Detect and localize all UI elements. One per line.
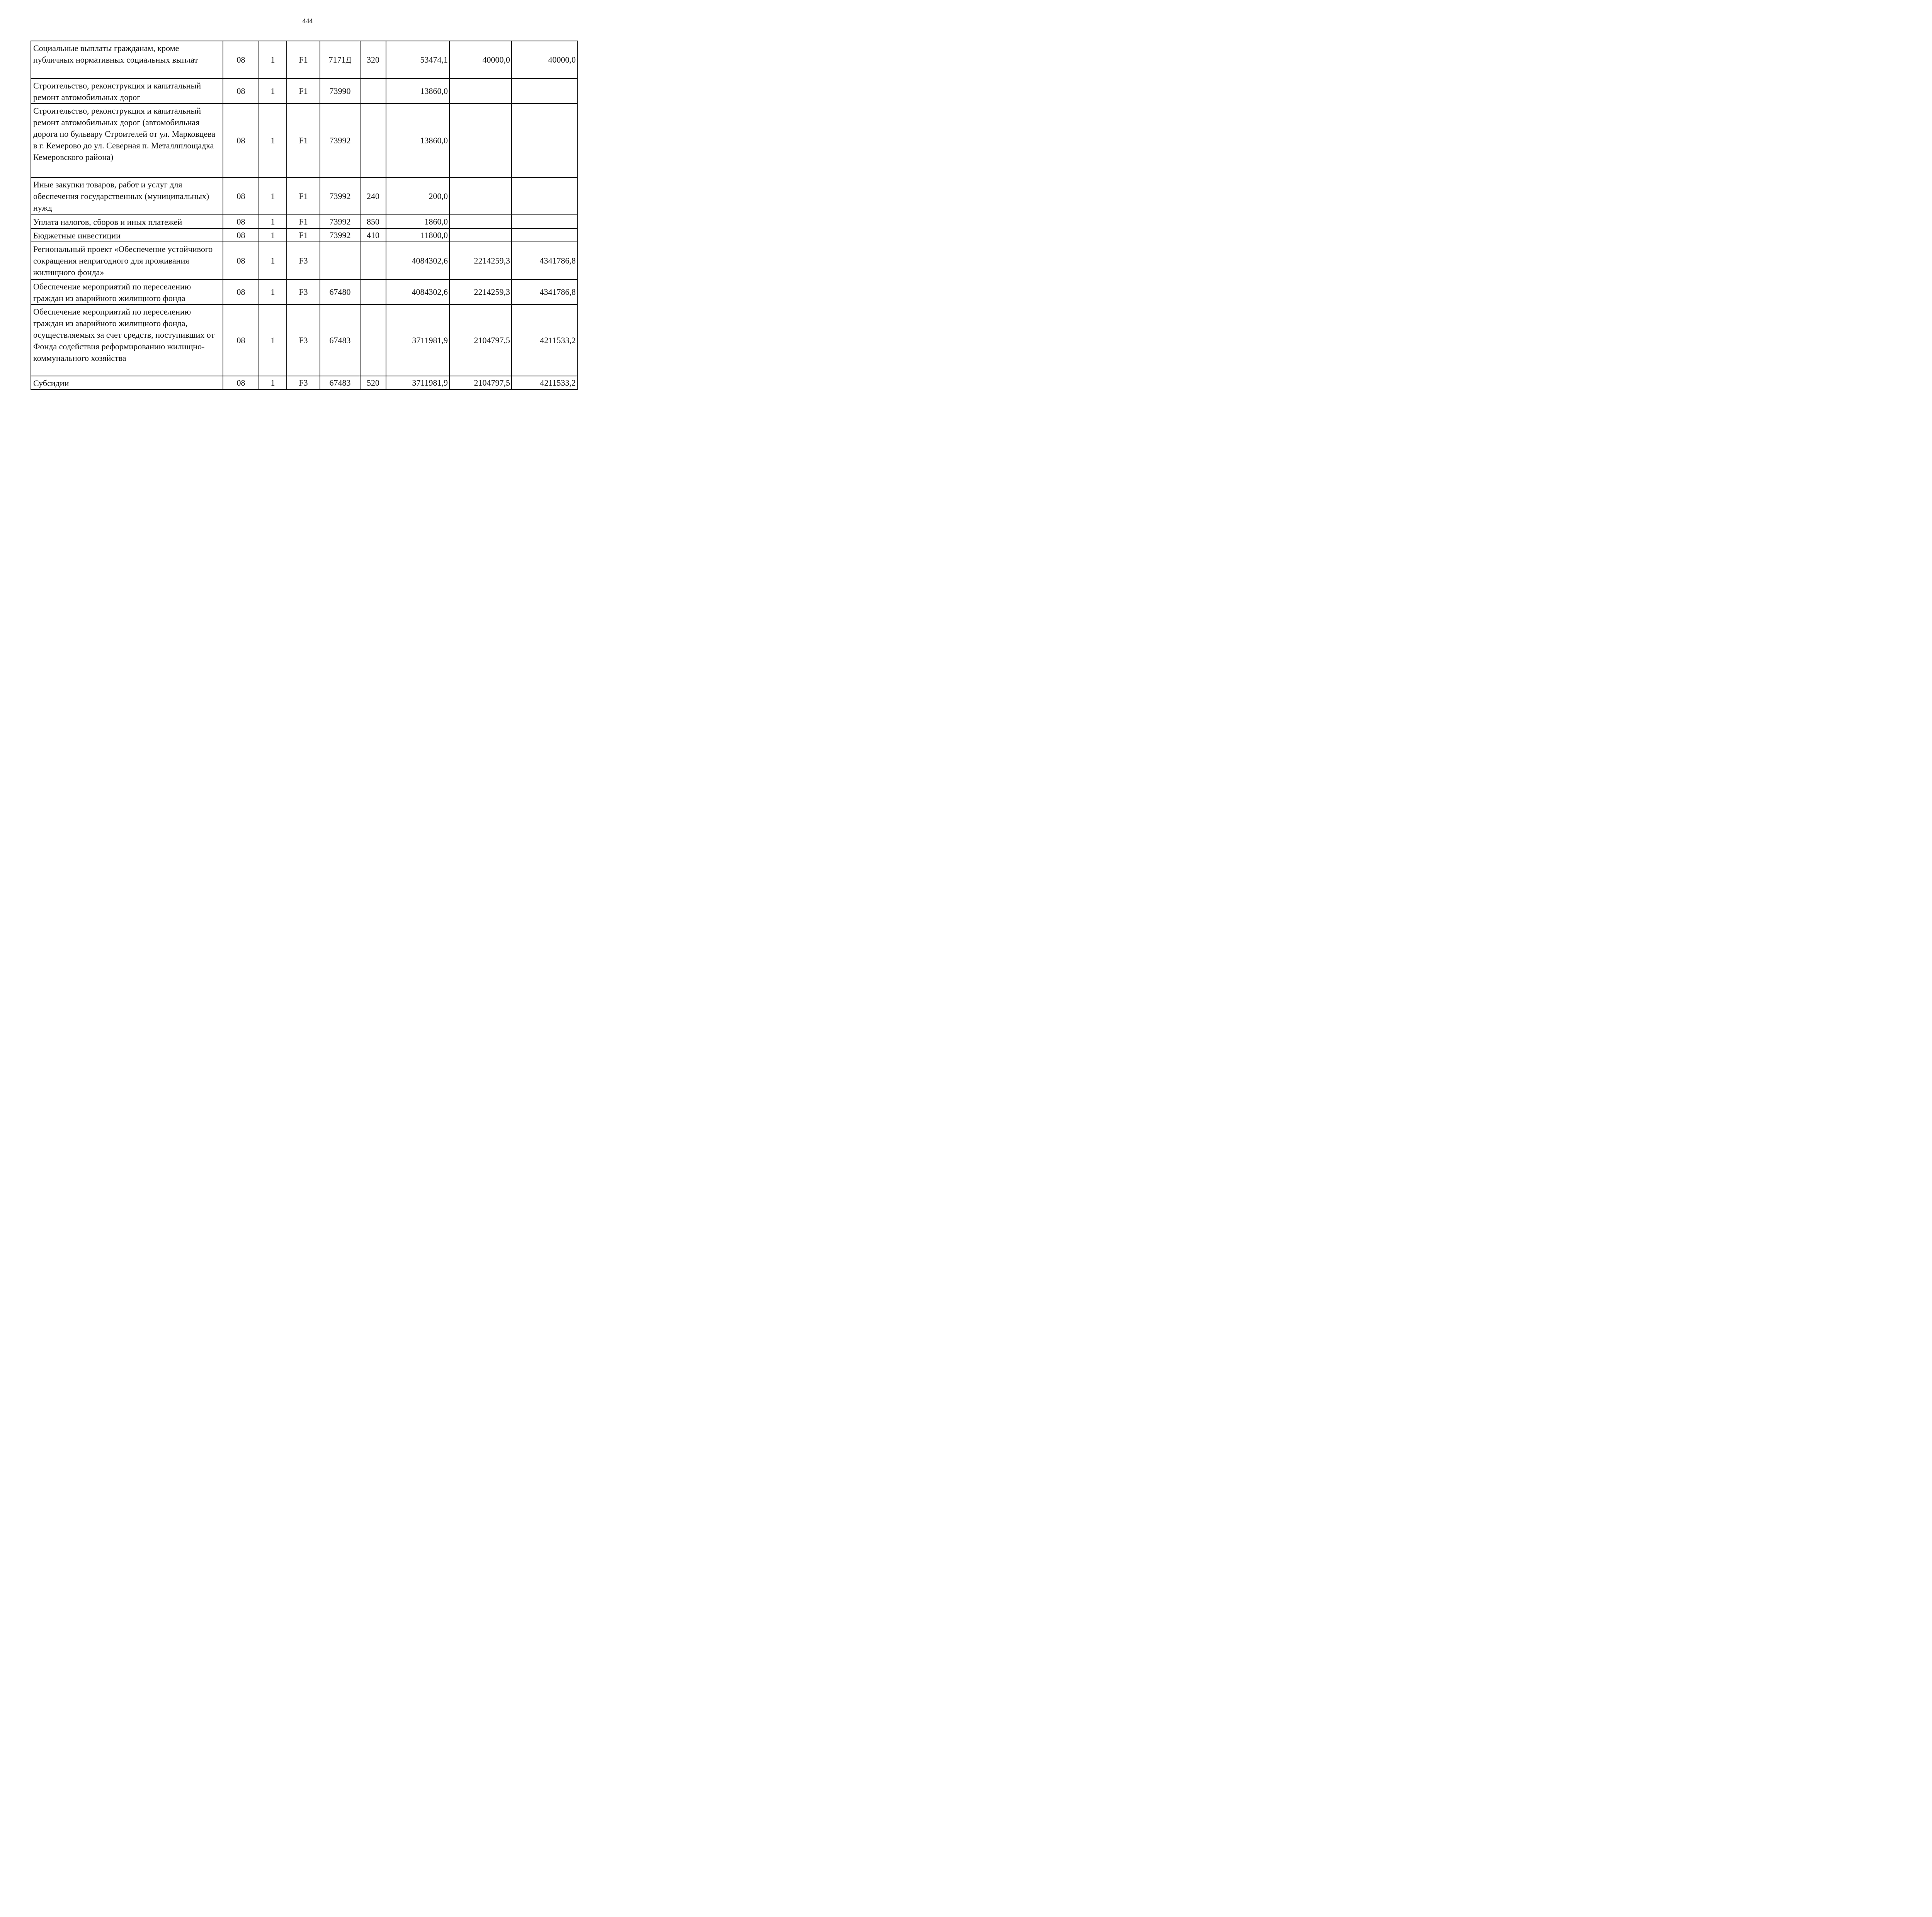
section-code: 08 bbox=[223, 104, 259, 177]
program-code: 1 bbox=[259, 177, 287, 215]
amount-year-3 bbox=[512, 78, 577, 104]
target-code: 67480 bbox=[320, 279, 360, 304]
amount-year-2: 2214259,3 bbox=[449, 242, 512, 279]
expense-type-code: 850 bbox=[360, 215, 386, 228]
row-description: Обеспечение мероприятий по переселению граждан из аварийного жилищного фонда, осуществляемых за счет средств, поступивших от Фонда содействия реформированию жилищно-коммунального хозяйства bbox=[31, 304, 223, 376]
target-code: 73992 bbox=[320, 177, 360, 215]
section-code: 08 bbox=[223, 215, 259, 228]
amount-year-1: 3711981,9 bbox=[386, 304, 449, 376]
amount-year-1: 11800,0 bbox=[386, 228, 449, 242]
table-row bbox=[31, 104, 577, 177]
target-code: 73992 bbox=[320, 104, 360, 177]
section-code: 08 bbox=[223, 41, 259, 78]
row-description: Региональный проект «Обеспечение устойчивого сокращения непригодного для проживания жилищного фонда» bbox=[31, 242, 223, 279]
expense-type-code bbox=[360, 279, 386, 304]
amount-year-3: 4211533,2 bbox=[512, 304, 577, 376]
program-code: 1 bbox=[259, 41, 287, 78]
row-description: Строительство, реконструкция и капитальный ремонт автомобильных дорог (автомобильная дорога по бульвару Строителей от ул. Марковцева в г. Кемерово до ул. Северная п. Металлплощадка Кемеровского района) bbox=[31, 104, 223, 177]
amount-year-2 bbox=[449, 104, 512, 177]
amount-year-3: 4341786,8 bbox=[512, 242, 577, 279]
section-code: 08 bbox=[223, 304, 259, 376]
table-row bbox=[31, 228, 577, 242]
expense-type-code: 240 bbox=[360, 177, 386, 215]
target-code: 7171Д bbox=[320, 41, 360, 78]
program-code: 1 bbox=[259, 215, 287, 228]
expense-type-code: 320 bbox=[360, 41, 386, 78]
amount-year-2: 40000,0 bbox=[449, 41, 512, 78]
row-description: Социальные выплаты гражданам, кроме публичных нормативных социальных выплат bbox=[31, 41, 223, 78]
program-code: 1 bbox=[259, 279, 287, 304]
amount-year-3: 4341786,8 bbox=[512, 279, 577, 304]
table-row bbox=[31, 279, 577, 304]
amount-year-1: 53474,1 bbox=[386, 41, 449, 78]
table-row bbox=[31, 304, 577, 376]
amount-year-1: 1860,0 bbox=[386, 215, 449, 228]
program-code: 1 bbox=[259, 228, 287, 242]
section-code: 08 bbox=[223, 78, 259, 104]
subprogram-code: F1 bbox=[287, 215, 320, 228]
target-code bbox=[320, 242, 360, 279]
row-description: Субсидии bbox=[31, 376, 223, 390]
amount-year-3 bbox=[512, 177, 577, 215]
section-code: 08 bbox=[223, 228, 259, 242]
amount-year-2: 2214259,3 bbox=[449, 279, 512, 304]
amount-year-3 bbox=[512, 104, 577, 177]
row-description: Уплата налогов, сборов и иных платежей bbox=[31, 215, 223, 228]
target-code: 67483 bbox=[320, 376, 360, 390]
target-code: 73990 bbox=[320, 78, 360, 104]
amount-year-1: 4084302,6 bbox=[386, 279, 449, 304]
section-code: 08 bbox=[223, 279, 259, 304]
amount-year-2 bbox=[449, 78, 512, 104]
page-number: 444 bbox=[302, 17, 313, 25]
subprogram-code: F1 bbox=[287, 177, 320, 215]
amount-year-1: 3711981,9 bbox=[386, 376, 449, 390]
amount-year-1: 200,0 bbox=[386, 177, 449, 215]
amount-year-2 bbox=[449, 228, 512, 242]
target-code: 73992 bbox=[320, 228, 360, 242]
target-code: 73992 bbox=[320, 215, 360, 228]
table-body bbox=[31, 41, 577, 390]
amount-year-2 bbox=[449, 215, 512, 228]
table-row bbox=[31, 376, 577, 390]
subprogram-code: F3 bbox=[287, 279, 320, 304]
subprogram-code: F1 bbox=[287, 228, 320, 242]
subprogram-code: F1 bbox=[287, 78, 320, 104]
subprogram-code: F1 bbox=[287, 104, 320, 177]
expense-type-code bbox=[360, 242, 386, 279]
table-row bbox=[31, 242, 577, 279]
program-code: 1 bbox=[259, 304, 287, 376]
expense-type-code: 520 bbox=[360, 376, 386, 390]
row-description: Обеспечение мероприятий по переселению граждан из аварийного жилищного фонда bbox=[31, 279, 223, 304]
subprogram-code: F3 bbox=[287, 304, 320, 376]
amount-year-3 bbox=[512, 228, 577, 242]
amount-year-1: 4084302,6 bbox=[386, 242, 449, 279]
amount-year-3: 4211533,2 bbox=[512, 376, 577, 390]
table-row bbox=[31, 177, 577, 215]
expense-type-code bbox=[360, 304, 386, 376]
budget-table bbox=[31, 41, 578, 390]
table-row bbox=[31, 78, 577, 104]
row-description: Строительство, реконструкция и капитальный ремонт автомобильных дорог bbox=[31, 78, 223, 104]
subprogram-code: F3 bbox=[287, 242, 320, 279]
amount-year-3 bbox=[512, 215, 577, 228]
row-description: Бюджетные инвестиции bbox=[31, 228, 223, 242]
program-code: 1 bbox=[259, 242, 287, 279]
amount-year-1: 13860,0 bbox=[386, 104, 449, 177]
subprogram-code: F1 bbox=[287, 41, 320, 78]
expense-type-code bbox=[360, 104, 386, 177]
expense-type-code bbox=[360, 78, 386, 104]
program-code: 1 bbox=[259, 78, 287, 104]
section-code: 08 bbox=[223, 177, 259, 215]
amount-year-2: 2104797,5 bbox=[449, 376, 512, 390]
target-code: 67483 bbox=[320, 304, 360, 376]
section-code: 08 bbox=[223, 242, 259, 279]
section-code: 08 bbox=[223, 376, 259, 390]
program-code: 1 bbox=[259, 376, 287, 390]
amount-year-1: 13860,0 bbox=[386, 78, 449, 104]
amount-year-2 bbox=[449, 177, 512, 215]
amount-year-3: 40000,0 bbox=[512, 41, 577, 78]
amount-year-2: 2104797,5 bbox=[449, 304, 512, 376]
subprogram-code: F3 bbox=[287, 376, 320, 390]
row-description: Иные закупки товаров, работ и услуг для обеспечения государственных (муниципальных) нужд bbox=[31, 177, 223, 215]
table-row bbox=[31, 41, 577, 78]
expense-type-code: 410 bbox=[360, 228, 386, 242]
program-code: 1 bbox=[259, 104, 287, 177]
table-row bbox=[31, 215, 577, 228]
